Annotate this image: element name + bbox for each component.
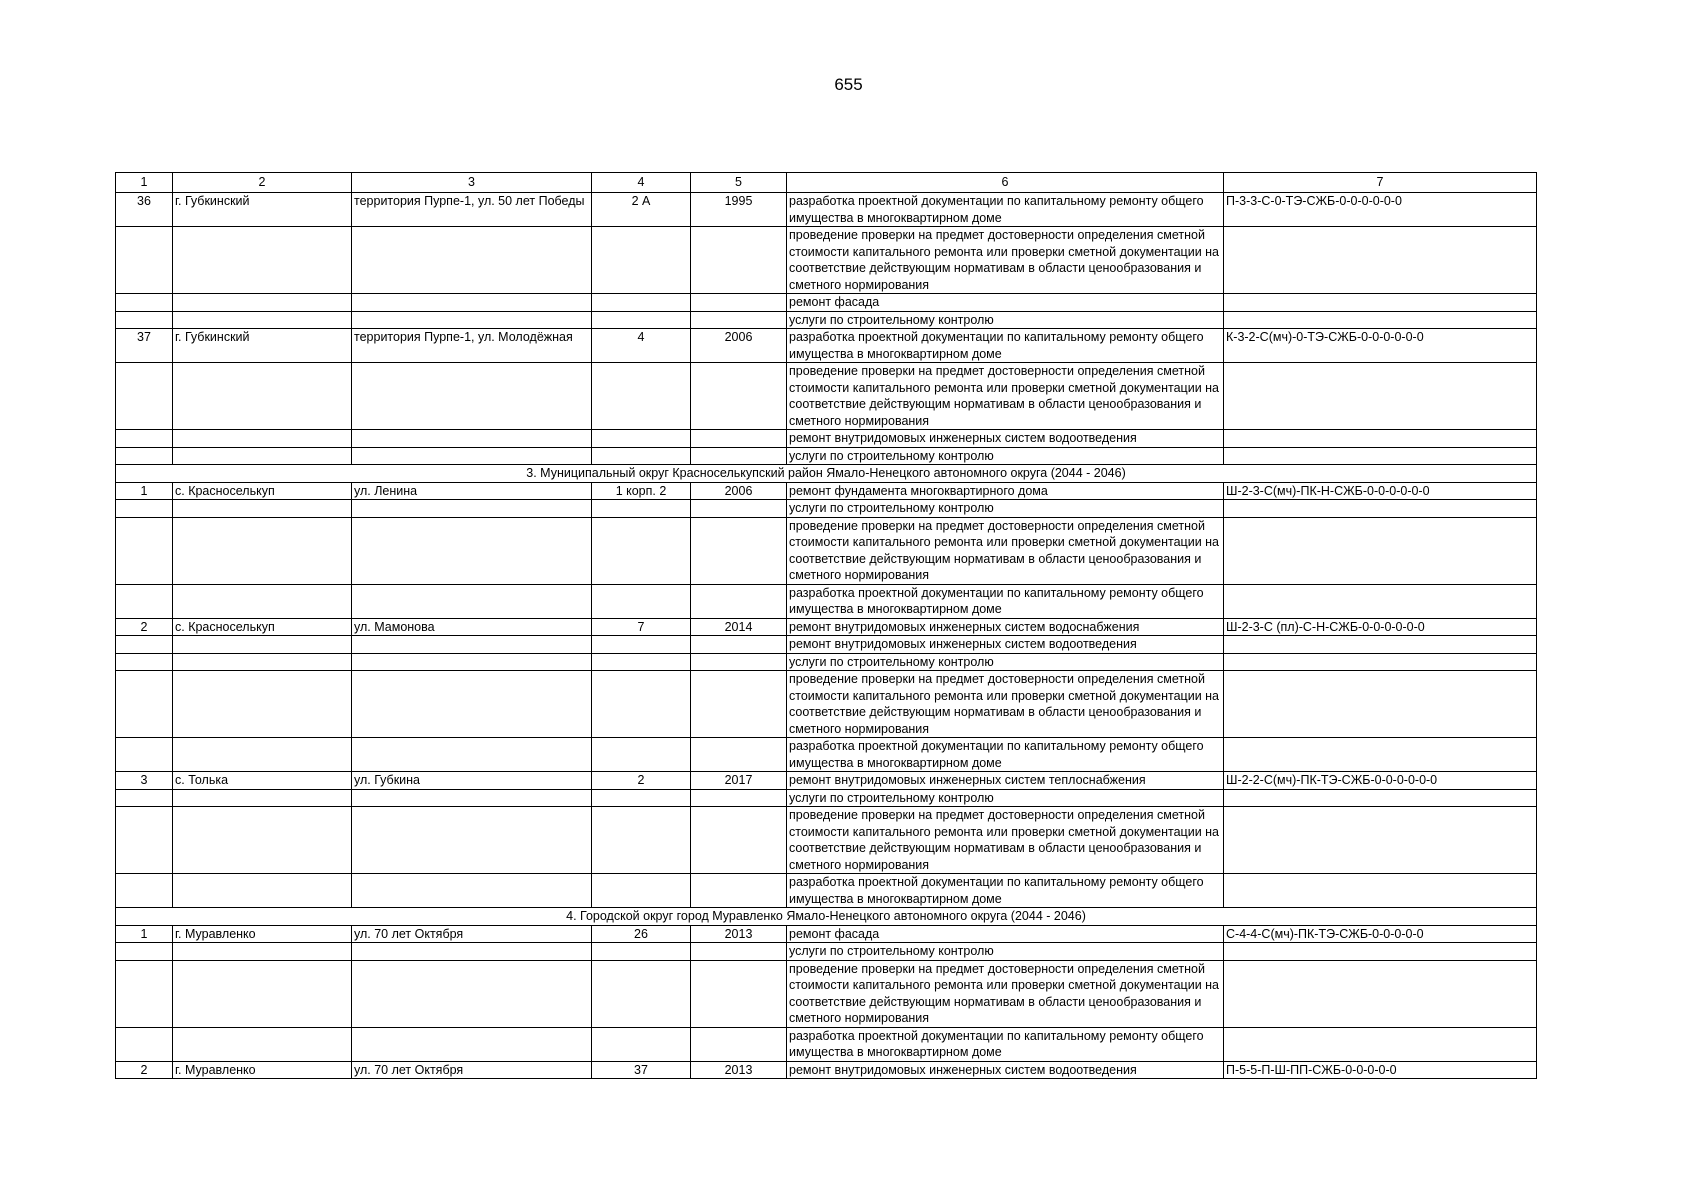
street-cell [352,960,592,1027]
street-cell [352,517,592,584]
year-built-cell [691,363,787,430]
table-row [116,430,1537,448]
row-number-cell [116,636,173,654]
settlement-cell: с. Толька [173,772,352,790]
street-cell [352,671,592,738]
house-number-cell [592,807,691,874]
house-number-cell [592,430,691,448]
table-row [116,329,1537,363]
settlement-cell [173,517,352,584]
row-number-cell [116,738,173,772]
work-type-cell: разработка проектной документации по капитальному ремонту общего имущества в многоквартирном доме [787,584,1224,618]
house-code-cell [1224,227,1537,294]
table-row [116,618,1537,636]
street-cell: территория Пурпе-1, ул. Молодёжная [352,329,592,363]
row-number-cell: 2 [116,618,173,636]
street-cell [352,789,592,807]
year-built-cell [691,807,787,874]
settlement-cell: с. Красноселькуп [173,618,352,636]
house-code-cell: Ш-2-3-С (пл)-С-Н-СЖБ-0-0-0-0-0-0 [1224,618,1537,636]
house-code-cell [1224,430,1537,448]
header-cell: 2 [173,173,352,193]
house-number-cell [592,363,691,430]
work-type-cell: проведение проверки на предмет достоверности определения сметной стоимости капитального ремонта или проверки сметной документации на соответствие действующим нормативам в области ценообразования и сметного нормирования [787,517,1224,584]
capital-repair-table [115,172,1537,1079]
settlement-cell [173,447,352,465]
table-header-row [116,173,1537,193]
work-type-cell: ремонт фасада [787,925,1224,943]
row-number-cell [116,653,173,671]
row-number-cell: 36 [116,193,173,227]
house-number-cell [592,1027,691,1061]
house-code-cell [1224,943,1537,961]
house-code-cell [1224,636,1537,654]
work-type-cell: ремонт внутридомовых инженерных систем водоотведения [787,636,1224,654]
house-number-cell [592,738,691,772]
street-cell: ул. Ленина [352,482,592,500]
settlement-cell [173,653,352,671]
work-type-cell: разработка проектной документации по капитальному ремонту общего имущества в многоквартирном доме [787,738,1224,772]
year-built-cell [691,447,787,465]
year-built-cell [691,636,787,654]
settlement-cell [173,500,352,518]
table-row [116,772,1537,790]
settlement-cell [173,311,352,329]
work-type-cell: разработка проектной документации по капитальному ремонту общего имущества в многоквартирном доме [787,874,1224,908]
house-code-cell [1224,294,1537,312]
table-row [116,925,1537,943]
year-built-cell: 1995 [691,193,787,227]
street-cell [352,227,592,294]
table-row [116,227,1537,294]
settlement-cell [173,874,352,908]
table-row [116,807,1537,874]
year-built-cell [691,653,787,671]
house-code-cell [1224,960,1537,1027]
row-number-cell [116,1027,173,1061]
row-number-cell: 3 [116,772,173,790]
street-cell [352,500,592,518]
year-built-cell [691,430,787,448]
header-cell: 1 [116,173,173,193]
house-code-cell [1224,311,1537,329]
table-row [116,517,1537,584]
house-number-cell: 7 [592,618,691,636]
street-cell [352,738,592,772]
row-number-cell [116,874,173,908]
settlement-cell [173,227,352,294]
house-code-cell [1224,671,1537,738]
house-number-cell: 37 [592,1061,691,1079]
street-cell [352,294,592,312]
street-cell [352,584,592,618]
row-number-cell: 1 [116,482,173,500]
street-cell [352,447,592,465]
work-type-cell: ремонт внутридомовых инженерных систем водоотведения [787,1061,1224,1079]
house-code-cell: П-5-5-П-Ш-ПП-СЖБ-0-0-0-0-0 [1224,1061,1537,1079]
row-number-cell: 2 [116,1061,173,1079]
table-row [116,363,1537,430]
work-type-cell: услуги по строительному контролю [787,789,1224,807]
row-number-cell [116,447,173,465]
house-number-cell: 26 [592,925,691,943]
row-number-cell [116,294,173,312]
street-cell [352,874,592,908]
year-built-cell [691,1027,787,1061]
row-number-cell [116,500,173,518]
year-built-cell [691,960,787,1027]
work-type-cell: услуги по строительному контролю [787,447,1224,465]
year-built-cell [691,311,787,329]
work-type-cell: ремонт внутридомовых инженерных систем водоснабжения [787,618,1224,636]
settlement-cell [173,636,352,654]
work-type-cell: ремонт фундамента многоквартирного дома [787,482,1224,500]
house-number-cell [592,227,691,294]
house-code-cell [1224,653,1537,671]
house-number-cell [592,311,691,329]
house-code-cell [1224,517,1537,584]
year-built-cell: 2013 [691,1061,787,1079]
table-row [116,447,1537,465]
header-cell: 7 [1224,173,1537,193]
house-number-cell: 2 [592,772,691,790]
street-cell: ул. 70 лет Октября [352,925,592,943]
house-number-cell [592,671,691,738]
year-built-cell [691,584,787,618]
table-row [116,584,1537,618]
row-number-cell [116,789,173,807]
house-number-cell [592,636,691,654]
street-cell: ул. 70 лет Октября [352,1061,592,1079]
settlement-cell [173,671,352,738]
house-number-cell [592,447,691,465]
house-code-cell: С-4-4-С(мч)-ПК-ТЭ-СЖБ-0-0-0-0-0 [1224,925,1537,943]
table-row [116,500,1537,518]
street-cell [352,943,592,961]
year-built-cell: 2006 [691,482,787,500]
street-cell: ул. Мамонова [352,618,592,636]
street-cell [352,636,592,654]
settlement-cell [173,363,352,430]
settlement-cell [173,430,352,448]
row-number-cell [116,517,173,584]
settlement-cell: г. Муравленко [173,925,352,943]
row-number-cell [116,807,173,874]
house-code-cell [1224,1027,1537,1061]
table-row [116,789,1537,807]
year-built-cell [691,671,787,738]
house-number-cell: 2 А [592,193,691,227]
settlement-cell [173,789,352,807]
table-row [116,653,1537,671]
house-number-cell [592,960,691,1027]
settlement-cell: г. Губкинский [173,193,352,227]
year-built-cell: 2017 [691,772,787,790]
house-number-cell [592,500,691,518]
house-number-cell: 1 корп. 2 [592,482,691,500]
row-number-cell [116,960,173,1027]
year-built-cell [691,943,787,961]
house-number-cell [592,943,691,961]
work-type-cell: ремонт внутридомовых инженерных систем теплоснабжения [787,772,1224,790]
row-number-cell [116,584,173,618]
house-code-cell [1224,363,1537,430]
street-cell: территория Пурпе-1, ул. 50 лет Победы [352,193,592,227]
settlement-cell [173,960,352,1027]
settlement-cell [173,807,352,874]
settlement-cell [173,584,352,618]
year-built-cell: 2013 [691,925,787,943]
table-row [116,738,1537,772]
table-row [116,294,1537,312]
house-code-cell [1224,807,1537,874]
table-row [116,193,1537,227]
section-title: 4. Городской округ город Муравленко Ямало-Ненецкого автономного округа (2044 - 2046) [116,908,1537,926]
settlement-cell: г. Губкинский [173,329,352,363]
work-type-cell: услуги по строительному контролю [787,653,1224,671]
row-number-cell [116,311,173,329]
table-row [116,482,1537,500]
house-number-cell [592,294,691,312]
work-type-cell: проведение проверки на предмет достоверности определения сметной стоимости капитального ремонта или проверки сметной документации на соответствие действующим нормативам в области ценообразования и сметного нормирования [787,960,1224,1027]
work-type-cell: услуги по строительному контролю [787,500,1224,518]
row-number-cell [116,943,173,961]
house-code-cell [1224,789,1537,807]
year-built-cell [691,874,787,908]
header-cell: 5 [691,173,787,193]
header-cell: 6 [787,173,1224,193]
work-type-cell: разработка проектной документации по капитальному ремонту общего имущества в многоквартирном доме [787,1027,1224,1061]
row-number-cell [116,671,173,738]
house-number-cell [592,653,691,671]
work-type-cell: проведение проверки на предмет достоверности определения сметной стоимости капитального ремонта или проверки сметной документации на соответствие действующим нормативам в области ценообразования и сметного нормирования [787,671,1224,738]
street-cell [352,653,592,671]
settlement-cell [173,1027,352,1061]
year-built-cell: 2006 [691,329,787,363]
house-code-cell [1224,874,1537,908]
work-type-cell: услуги по строительному контролю [787,943,1224,961]
house-number-cell [592,517,691,584]
table-row [116,874,1537,908]
section-row [116,908,1537,926]
header-cell: 4 [592,173,691,193]
work-type-cell: услуги по строительному контролю [787,311,1224,329]
section-title: 3. Муниципальный округ Красноселькупский район Ямало-Ненецкого автономного округа (2044 - 2046) [116,465,1537,483]
row-number-cell: 1 [116,925,173,943]
house-number-cell [592,789,691,807]
table-row [116,636,1537,654]
work-type-cell: разработка проектной документации по капитальному ремонту общего имущества в многоквартирном доме [787,329,1224,363]
house-number-cell [592,584,691,618]
street-cell [352,363,592,430]
settlement-cell: г. Муравленко [173,1061,352,1079]
work-type-cell: разработка проектной документации по капитальному ремонту общего имущества в многоквартирном доме [787,193,1224,227]
header-cell: 3 [352,173,592,193]
house-code-cell [1224,447,1537,465]
section-row [116,465,1537,483]
year-built-cell: 2014 [691,618,787,636]
row-number-cell [116,227,173,294]
work-type-cell: ремонт внутридомовых инженерных систем водоотведения [787,430,1224,448]
table-row [116,960,1537,1027]
house-code-cell: П-3-3-С-0-ТЭ-СЖБ-0-0-0-0-0-0 [1224,193,1537,227]
street-cell [352,430,592,448]
house-number-cell: 4 [592,329,691,363]
year-built-cell [691,517,787,584]
house-code-cell: К-3-2-С(мч)-0-ТЭ-СЖБ-0-0-0-0-0-0 [1224,329,1537,363]
settlement-cell [173,294,352,312]
settlement-cell: с. Красноселькуп [173,482,352,500]
row-number-cell: 37 [116,329,173,363]
street-cell [352,1027,592,1061]
work-type-cell: проведение проверки на предмет достоверности определения сметной стоимости капитального ремонта или проверки сметной документации на соответствие действующим нормативам в области ценообразования и сметного нормирования [787,363,1224,430]
settlement-cell [173,738,352,772]
house-code-cell: Ш-2-2-С(мч)-ПК-ТЭ-СЖБ-0-0-0-0-0-0 [1224,772,1537,790]
house-code-cell [1224,584,1537,618]
table-row [116,1061,1537,1079]
page-number: 655 [834,75,863,94]
year-built-cell [691,738,787,772]
table-row [116,943,1537,961]
year-built-cell [691,227,787,294]
work-type-cell: проведение проверки на предмет достоверности определения сметной стоимости капитального ремонта или проверки сметной документации на соответствие действующим нормативам в области ценообразования и сметного нормирования [787,227,1224,294]
street-cell: ул. Губкина [352,772,592,790]
house-code-cell [1224,500,1537,518]
house-code-cell [1224,738,1537,772]
table-row [116,311,1537,329]
row-number-cell [116,430,173,448]
row-number-cell [116,363,173,430]
table-row [116,671,1537,738]
street-cell [352,807,592,874]
work-type-cell: ремонт фасада [787,294,1224,312]
year-built-cell [691,500,787,518]
house-number-cell [592,874,691,908]
table-row [116,1027,1537,1061]
work-type-cell: проведение проверки на предмет достоверности определения сметной стоимости капитального ремонта или проверки сметной документации на соответствие действующим нормативам в области ценообразования и сметного нормирования [787,807,1224,874]
settlement-cell [173,943,352,961]
year-built-cell [691,294,787,312]
street-cell [352,311,592,329]
house-code-cell: Ш-2-3-С(мч)-ПК-Н-СЖБ-0-0-0-0-0-0 [1224,482,1537,500]
year-built-cell [691,789,787,807]
